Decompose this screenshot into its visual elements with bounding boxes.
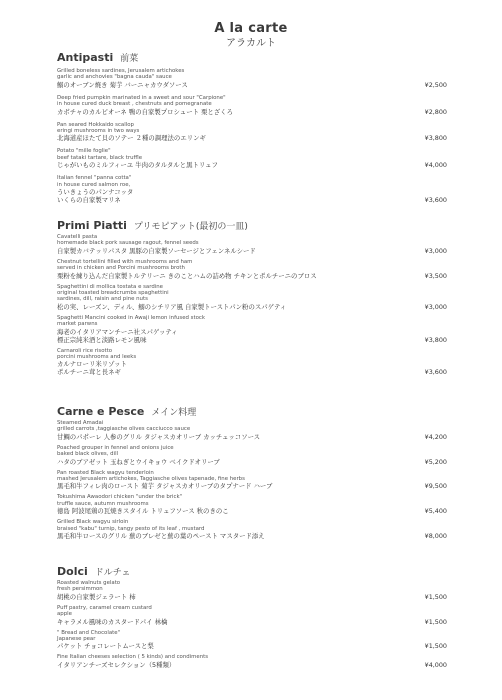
menu-item <box>57 315 447 344</box>
menu-item-line: Chestnut tortellini filled with mushrooms and ham <box>57 258 193 265</box>
menu-item-line: Japanese pear <box>57 636 96 643</box>
menu-item-line: in house cured salmon roe, <box>57 181 131 188</box>
menu-item-description <box>57 284 377 311</box>
menu-item-japanese: 北海道産ほたて貝のソテー ２種の調理法のエリンギ <box>57 134 206 143</box>
section-title: Carne e Pesce <box>57 405 145 418</box>
menu-item-description <box>57 580 377 601</box>
menu-item <box>57 259 447 280</box>
menu-item-description <box>57 95 377 116</box>
menu-item-line: mashed Jerusalem artichokes, Taggiasche olives tapenade, fine herbs <box>57 476 245 483</box>
menu-item-line: eringi mushrooms in two ways <box>57 128 140 135</box>
menu-item-description <box>57 175 377 204</box>
section-title-japanese: プリモピアット(最初の一皿) <box>133 222 248 232</box>
menu-item-line: Pan seared Hokkaido scallop <box>57 121 134 128</box>
menu-item-price: ¥2,800 <box>424 107 447 116</box>
menu-item-line: Grilled Black wagyu sirloin <box>57 519 129 526</box>
menu-item <box>57 122 447 143</box>
menu-item-line: Spaghettini di mollica tostata e sardine <box>57 283 163 290</box>
menu-item-japanese: 海老のイタリアマンチーニ社スパゲッティ 標正宗純米酒と淡路レモン風味 <box>57 327 178 344</box>
menu-item <box>57 68 447 89</box>
menu-item-price: ¥4,200 <box>424 432 447 441</box>
menu-item-line: Tokushima Awaodori chicken "under the brick" <box>57 494 183 501</box>
menu-item-line: Steamed Amadai <box>57 420 104 426</box>
menu-item <box>57 605 447 626</box>
menu-item-line: baked black olives, dill <box>57 451 119 458</box>
menu-item-line: Fine Italian cheeses selection ( 5 kinds) and condiments <box>57 654 209 661</box>
menu-item-japanese: キャラメル風味のカスタードパイ 林檎 <box>57 617 168 626</box>
section-title-japanese: メイン料理 <box>151 408 197 418</box>
menu-item-line: garlic and anchovies "bagna cauda" sauce <box>57 74 172 81</box>
menu-item-description <box>57 494 377 515</box>
menu-item-price: ¥3,000 <box>424 246 447 255</box>
menu-item-line: sardines, dill, raisin and pine nuts <box>57 296 148 303</box>
menu-item-description <box>57 605 377 626</box>
menu-item-description <box>57 470 377 491</box>
menu-item-japanese: 栗粉を練り込んだ自家製トルテリーニ きのことハムの詰め物 チキンとポルチーニのブロス <box>57 271 317 280</box>
menu-item-japanese: 黒毛和牛ロースのグリル 蕪のブレゼと蕪の葉のペースト マスタード添え <box>57 532 265 541</box>
menu-title: A la carte <box>214 21 288 36</box>
menu-item-japanese: 甘鯛のパポーレ 人参のグリル タジャスカオリーブ カッチュッコソース <box>57 432 261 441</box>
menu-item <box>57 284 447 311</box>
menu-item-description <box>57 519 377 540</box>
menu-item-line: Italian fennel "panna cotta" <box>57 175 132 182</box>
menu-item <box>57 420 447 441</box>
menu-item-description <box>57 315 377 344</box>
menu-item <box>57 234 447 255</box>
menu-item-line: Roasted walnuts gelato <box>57 580 121 586</box>
section-antipasti <box>57 46 447 204</box>
menu-item-line: braised "kabu" turnip, tangy pesto of its leaf , mustard <box>57 525 205 532</box>
menu-item-price: ¥3,500 <box>424 271 447 280</box>
menu-item-line: fresh persimmon <box>57 586 103 593</box>
menu-item-price: ¥3,000 <box>424 302 447 311</box>
section-carne-e-pesce <box>57 400 447 540</box>
menu-item-line: beef tataki tartare, black truffle <box>57 154 143 161</box>
section-primi-piatti <box>57 214 447 376</box>
menu-item-price: ¥1,500 <box>424 617 447 626</box>
menu-item-japanese: カボチャのカルピオーネ 鴨の自家製プロシュート 栗とざくろ <box>57 107 233 116</box>
section-title: Primi Piatti <box>57 219 127 232</box>
menu-item-line: Spaghetti Mancini cooked in Awaji lemon infused stock <box>57 314 205 321</box>
menu-item-description <box>57 348 377 377</box>
menu-item-japanese: 黒毛和牛フィレ肉のロースト 菊芋 タジャスカオリーブのタプナード ハーブ <box>57 482 273 491</box>
menu-item-japanese: イタリアンチーズセレクション（5種類） <box>57 660 176 669</box>
menu-item-price: ¥3,800 <box>424 134 447 143</box>
menu-item-description <box>57 654 377 668</box>
menu-item-line: market parwns <box>57 321 98 328</box>
menu-item-line: Puff pastry, caramel cream custard <box>57 604 152 611</box>
section-heading <box>57 560 447 576</box>
menu-item <box>57 654 447 668</box>
menu-item-price: ¥4,000 <box>424 161 447 170</box>
menu-item-price: ¥3,600 <box>424 196 447 205</box>
section-title-japanese: ドルチェ <box>94 568 131 578</box>
menu-item <box>57 494 447 515</box>
menu-item-japanese: パケット チョコレートムースと梨 <box>57 642 154 651</box>
menu-item <box>57 630 447 651</box>
menu-item-price: ¥2,500 <box>424 80 447 89</box>
section-heading <box>57 46 447 62</box>
menu-item-price: ¥8,000 <box>424 532 447 541</box>
menu-item-price: ¥9,500 <box>424 482 447 491</box>
menu-item-japanese: じゃがいものミルフィーユ 牛肉のタルタルと黒トリュフ <box>57 161 218 170</box>
menu-item <box>57 95 447 116</box>
menu-item <box>57 580 447 601</box>
menu-item <box>57 148 447 169</box>
menu-item-line: Grilled boneless sardines, Jerusalem artichokes <box>57 68 185 74</box>
menu-item-japanese: 鰯のオーブン焼き 菊芋 バーニャカウダソース <box>57 80 188 89</box>
menu-item-line: Deep fried pumpkin marinated in a sweet and sour "Carpione" <box>57 94 226 101</box>
menu-item-description <box>57 234 377 255</box>
section-title-japanese: 前菜 <box>120 54 139 64</box>
menu-item-japanese: 松の実、レーズン、ディル、鰯のシチリア風 自家製トーストパン粉のスパゲティ <box>57 302 287 311</box>
menu-item <box>57 348 447 377</box>
menu-item-line: original toasted breadcrumbs spaghettini <box>57 290 169 297</box>
menu-item-line: porcini mushrooms and leeks <box>57 354 137 361</box>
menu-item-price: ¥3,800 <box>424 335 447 344</box>
menu-item-line: apple <box>57 611 72 618</box>
menu-item-line: Poached grouper in fennel and onions juice <box>57 444 174 451</box>
menu-item-line: Pan roasted Black wagyu tenderloin <box>57 469 154 476</box>
menu-item-price: ¥3,600 <box>424 368 447 377</box>
menu-item-line: served in chicken and Porcini mushrooms broth <box>57 265 185 272</box>
menu-item-description <box>57 148 377 169</box>
menu-item-price: ¥1,500 <box>424 642 447 651</box>
menu-item-price: ¥1,500 <box>424 592 447 601</box>
menu-item-line: Carnaroli rice risotto <box>57 347 113 354</box>
section-title: Antipasti <box>57 51 114 64</box>
menu-item-description <box>57 630 377 651</box>
menu-item-line: homemade black pork sausage ragout, fennel seeds <box>57 240 199 247</box>
menu-item-japanese: ういきょうのパンナコッタ いくらの自家製マリネ <box>57 188 134 205</box>
menu-item-line: Cavatelli pasta <box>57 234 98 240</box>
menu-item-price: ¥5,200 <box>424 457 447 466</box>
menu-item-line: in house cured duck breast , chestnuts and pomegranate <box>57 101 212 108</box>
menu-item-description <box>57 420 377 441</box>
menu-item <box>57 175 447 204</box>
menu-item-japanese: 胡桃の自家製ジェラート 柿 <box>57 592 136 601</box>
menu-item-line: grilled carrots ,taggiasche olives cacciucco sauce <box>57 426 191 433</box>
menu-title-japanese: アラカルト <box>226 38 276 49</box>
section-heading <box>57 214 447 230</box>
menu-item <box>57 445 447 466</box>
menu-item <box>57 519 447 540</box>
menu-item-japanese: ハタのブアゼット 玉ねぎとウイキョウ ベイクドオリーブ <box>57 457 220 466</box>
menu-item-price: ¥5,400 <box>424 507 447 516</box>
menu-item-price: ¥4,000 <box>424 660 447 669</box>
section-title: Dolci <box>57 565 88 578</box>
menu-item-line: " Bread and Chocolate" <box>57 629 121 636</box>
menu-item-description <box>57 445 377 466</box>
menu-item-line: truffle sauce, autumn mushrooms <box>57 500 149 507</box>
menu-item-description <box>57 259 377 280</box>
menu-item-japanese: カルナローリ米リゾット ポルチーニ茸と長ネギ <box>57 360 127 377</box>
menu-item-description <box>57 122 377 143</box>
menu-item <box>57 470 447 491</box>
section-dolci <box>57 560 447 669</box>
menu-item-japanese: 徳島 阿波尾鶏の瓦焼きスタイル トリュフソース 秋のきのこ <box>57 507 229 516</box>
menu-item-japanese: 自家製カバテッリパスタ 黒豚の自家製ソーセージとフェンネルシード <box>57 246 256 255</box>
menu-item-line: Potato "mille foglie" <box>57 148 111 155</box>
menu-item-description <box>57 68 377 89</box>
section-heading <box>57 400 447 416</box>
